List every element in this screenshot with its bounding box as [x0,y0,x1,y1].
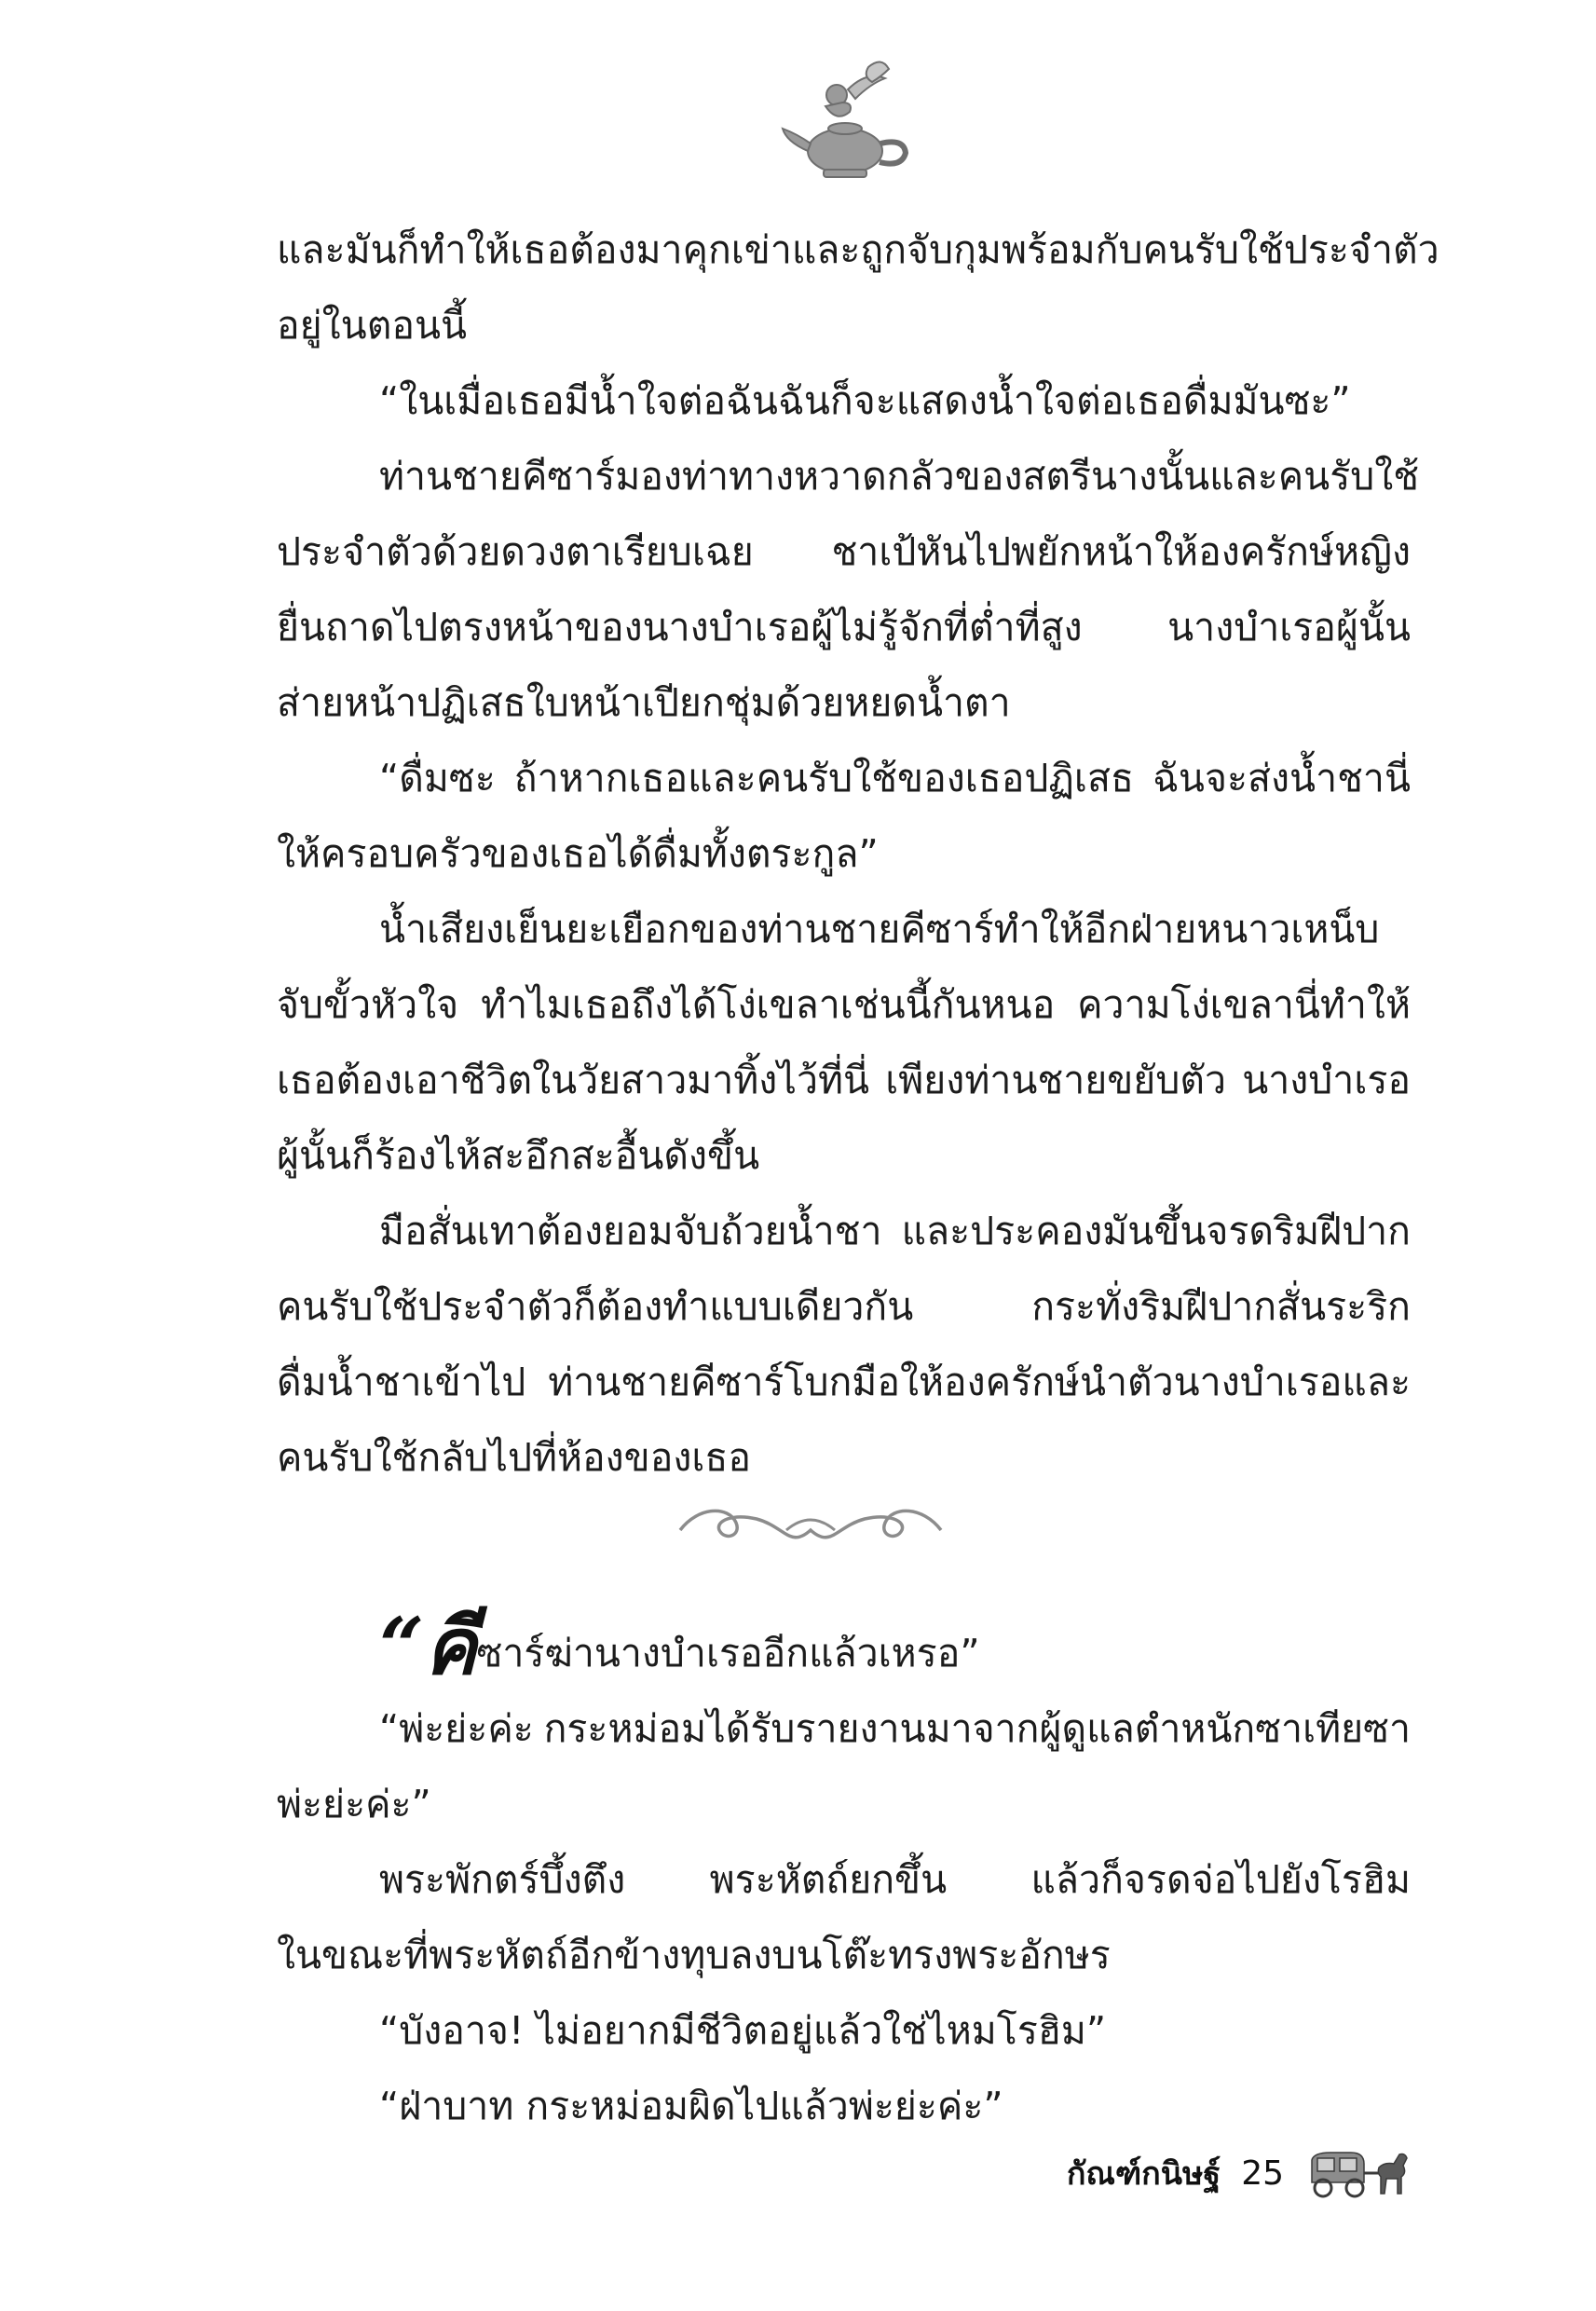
text-segment: “ฝ่าบาท กระหม่อมผิดไปแล้วพ่ะย่ะค่ะ” [379,2084,1003,2128]
text-segment: ความโง่เขลานี่ทำให้ [1077,982,1411,1027]
text-line [277,892,1411,967]
cupid-teapot-icon [775,54,915,194]
text-segment: ชาเป้หันไปพยักหน้าให้องครักษ์หญิง [831,529,1411,574]
text-segment: ผู้นั้นก็ร้องไห้สะอึกสะอื้นดังขึ้น [277,1133,760,1178]
text-line [277,2069,1411,2144]
dropcap-line [277,1593,1411,1691]
text-line [277,1767,1411,1842]
text-segment: นางบำเรอผู้นั้น [1167,605,1411,650]
text-line [277,665,1411,741]
text-segment: ฉันจะส่งน้ำชานี่ [1153,756,1411,800]
text-line [277,1345,1411,1420]
text-line [277,1691,1411,1767]
text-segment: ดื่มน้ำชาเข้าไป [277,1360,526,1404]
text-segment: และประคองมันขึ้นจรดริมฝีปาก [901,1209,1411,1253]
text-segment: และมันก็ทำให้เธอต้องมาคุกเข่าและถูกจับกุมพร้อมกับคนรับใช้ประจำตัว [277,227,1439,272]
text-line [277,514,1411,590]
text-segment: เธอต้องเอาชีวิตในวัยสาวมาทิ้งไว้ที่นี่ [277,1058,870,1102]
text-segment: ให้ครอบครัวของเธอได้ดื่มทั้งตระกูล” [277,831,879,876]
page-footer [932,2136,1416,2210]
book-title: กัณฑ์กนิษฐ์ [1066,2155,1221,2193]
text-line [277,1118,1411,1194]
body-text-part-2 [277,1593,1411,2144]
flourish-divider-icon [671,1502,950,1558]
text-segment: ยื่นถาดไปตรงหน้าของนางบำเรอผู้ไม่รู้จักที่ต่ำที่สูง [277,605,1083,650]
text-line [277,288,1411,363]
text-segment: “บังอาจ! ไม่อยากมีชีวิตอยู่แล้วใช่ไหมโรฮิม” [379,2008,1107,2053]
text-segment: ท่านชายคีซาร์มองท่าทางหวาดกลัวของสตรีนางนั้นและคนรับใช้ [379,454,1420,499]
text-segment: ส่ายหน้าปฏิเสธ [277,680,526,725]
text-segment: “ดื่มซะ [379,756,496,800]
text-segment: ใบหน้าเปียกชุ่มด้วยหยดน้ำตา [525,680,1011,725]
text-segment: ประจำตัวด้วยดวงตาเรียบเฉย [277,529,754,574]
text-segment: นางบำเรอ [1242,1058,1411,1102]
dropcap-line-text: ซาร์ฆ่านางบำเรออีกแล้วเหรอ” [476,1631,980,1675]
text-segment: เพียงท่านชายขยับตัว [885,1058,1226,1102]
text-line [277,590,1411,665]
text-line [277,439,1420,514]
text-segment: ดื่มมันซะ” [1182,378,1351,423]
text-segment: “ในเมื่อเธอมีน้ำใจต่อฉัน [379,378,778,423]
dropcap: “คี [379,1600,477,1692]
text-line [277,816,1411,892]
text-segment: พ่ะย่ะค่ะ” [277,1782,431,1826]
text-segment: ฉันก็จะแสดงน้ำใจต่อเธอ [777,378,1183,423]
body-text-part-1 [277,212,1439,1496]
text-line [277,1269,1411,1345]
text-segment: น้ำเสียงเย็นยะเยือกของท่านชายคีซาร์ทำให้อีกฝ่ายหนาวเหน็บ [379,907,1380,951]
text-segment: ในขณะที่พระหัตถ์อีกข้างทุบลงบนโต๊ะทรงพระอักษร [277,1933,1111,1977]
text-line [277,212,1439,288]
text-segment: ถ้าหากเธอและคนรับใช้ของเธอปฏิเสธ [513,756,1134,800]
text-line [277,363,1411,439]
text-segment: กระหม่อมได้รับรายงานมาจากผู้ดูแลตำหนักซาเทียซา [543,1706,1411,1751]
text-segment: “พ่ะย่ะค่ะ [379,1706,534,1751]
text-segment: ท่านชายคีซาร์โบกมือให้องครักษ์นำตัวนางบำเรอและ [548,1360,1411,1404]
text-segment: คนรับใช้กลับไปที่ห้องของเธอ [277,1435,751,1480]
text-line [277,1993,1411,2069]
text-line [277,1842,1411,1918]
horse-carriage-icon [1304,2145,1416,2201]
text-segment: กระทั่งริมฝีปากสั่นระริก [1031,1284,1411,1329]
text-line [277,1420,1411,1496]
text-segment: ทำไมเธอถึงได้โง่เขลาเช่นนี้กันหนอ [481,982,1056,1027]
page-number: 25 [1241,2154,1284,2193]
text-segment: อยู่ในตอนนี้ [277,303,467,348]
text-segment: พระหัตถ์ยกขึ้น [709,1857,948,1902]
text-line [277,1043,1411,1118]
section-2-paragraphs [277,1691,1411,2144]
text-segment: คนรับใช้ประจำตัวก็ต้องทำแบบเดียวกัน [277,1284,914,1329]
text-segment: แล้วก็จรดจ่อไปยังโรฮิม [1030,1857,1411,1902]
text-line [277,741,1411,816]
text-segment: พระพักตร์บึ้งตึง [379,1857,626,1902]
text-line [277,967,1411,1043]
text-segment: จับขั้วหัวใจ [277,982,459,1027]
text-segment: มือสั่นเทาต้องยอมจับถ้วยน้ำชา [379,1209,882,1253]
text-line [277,1194,1411,1269]
text-line [277,1918,1411,1993]
